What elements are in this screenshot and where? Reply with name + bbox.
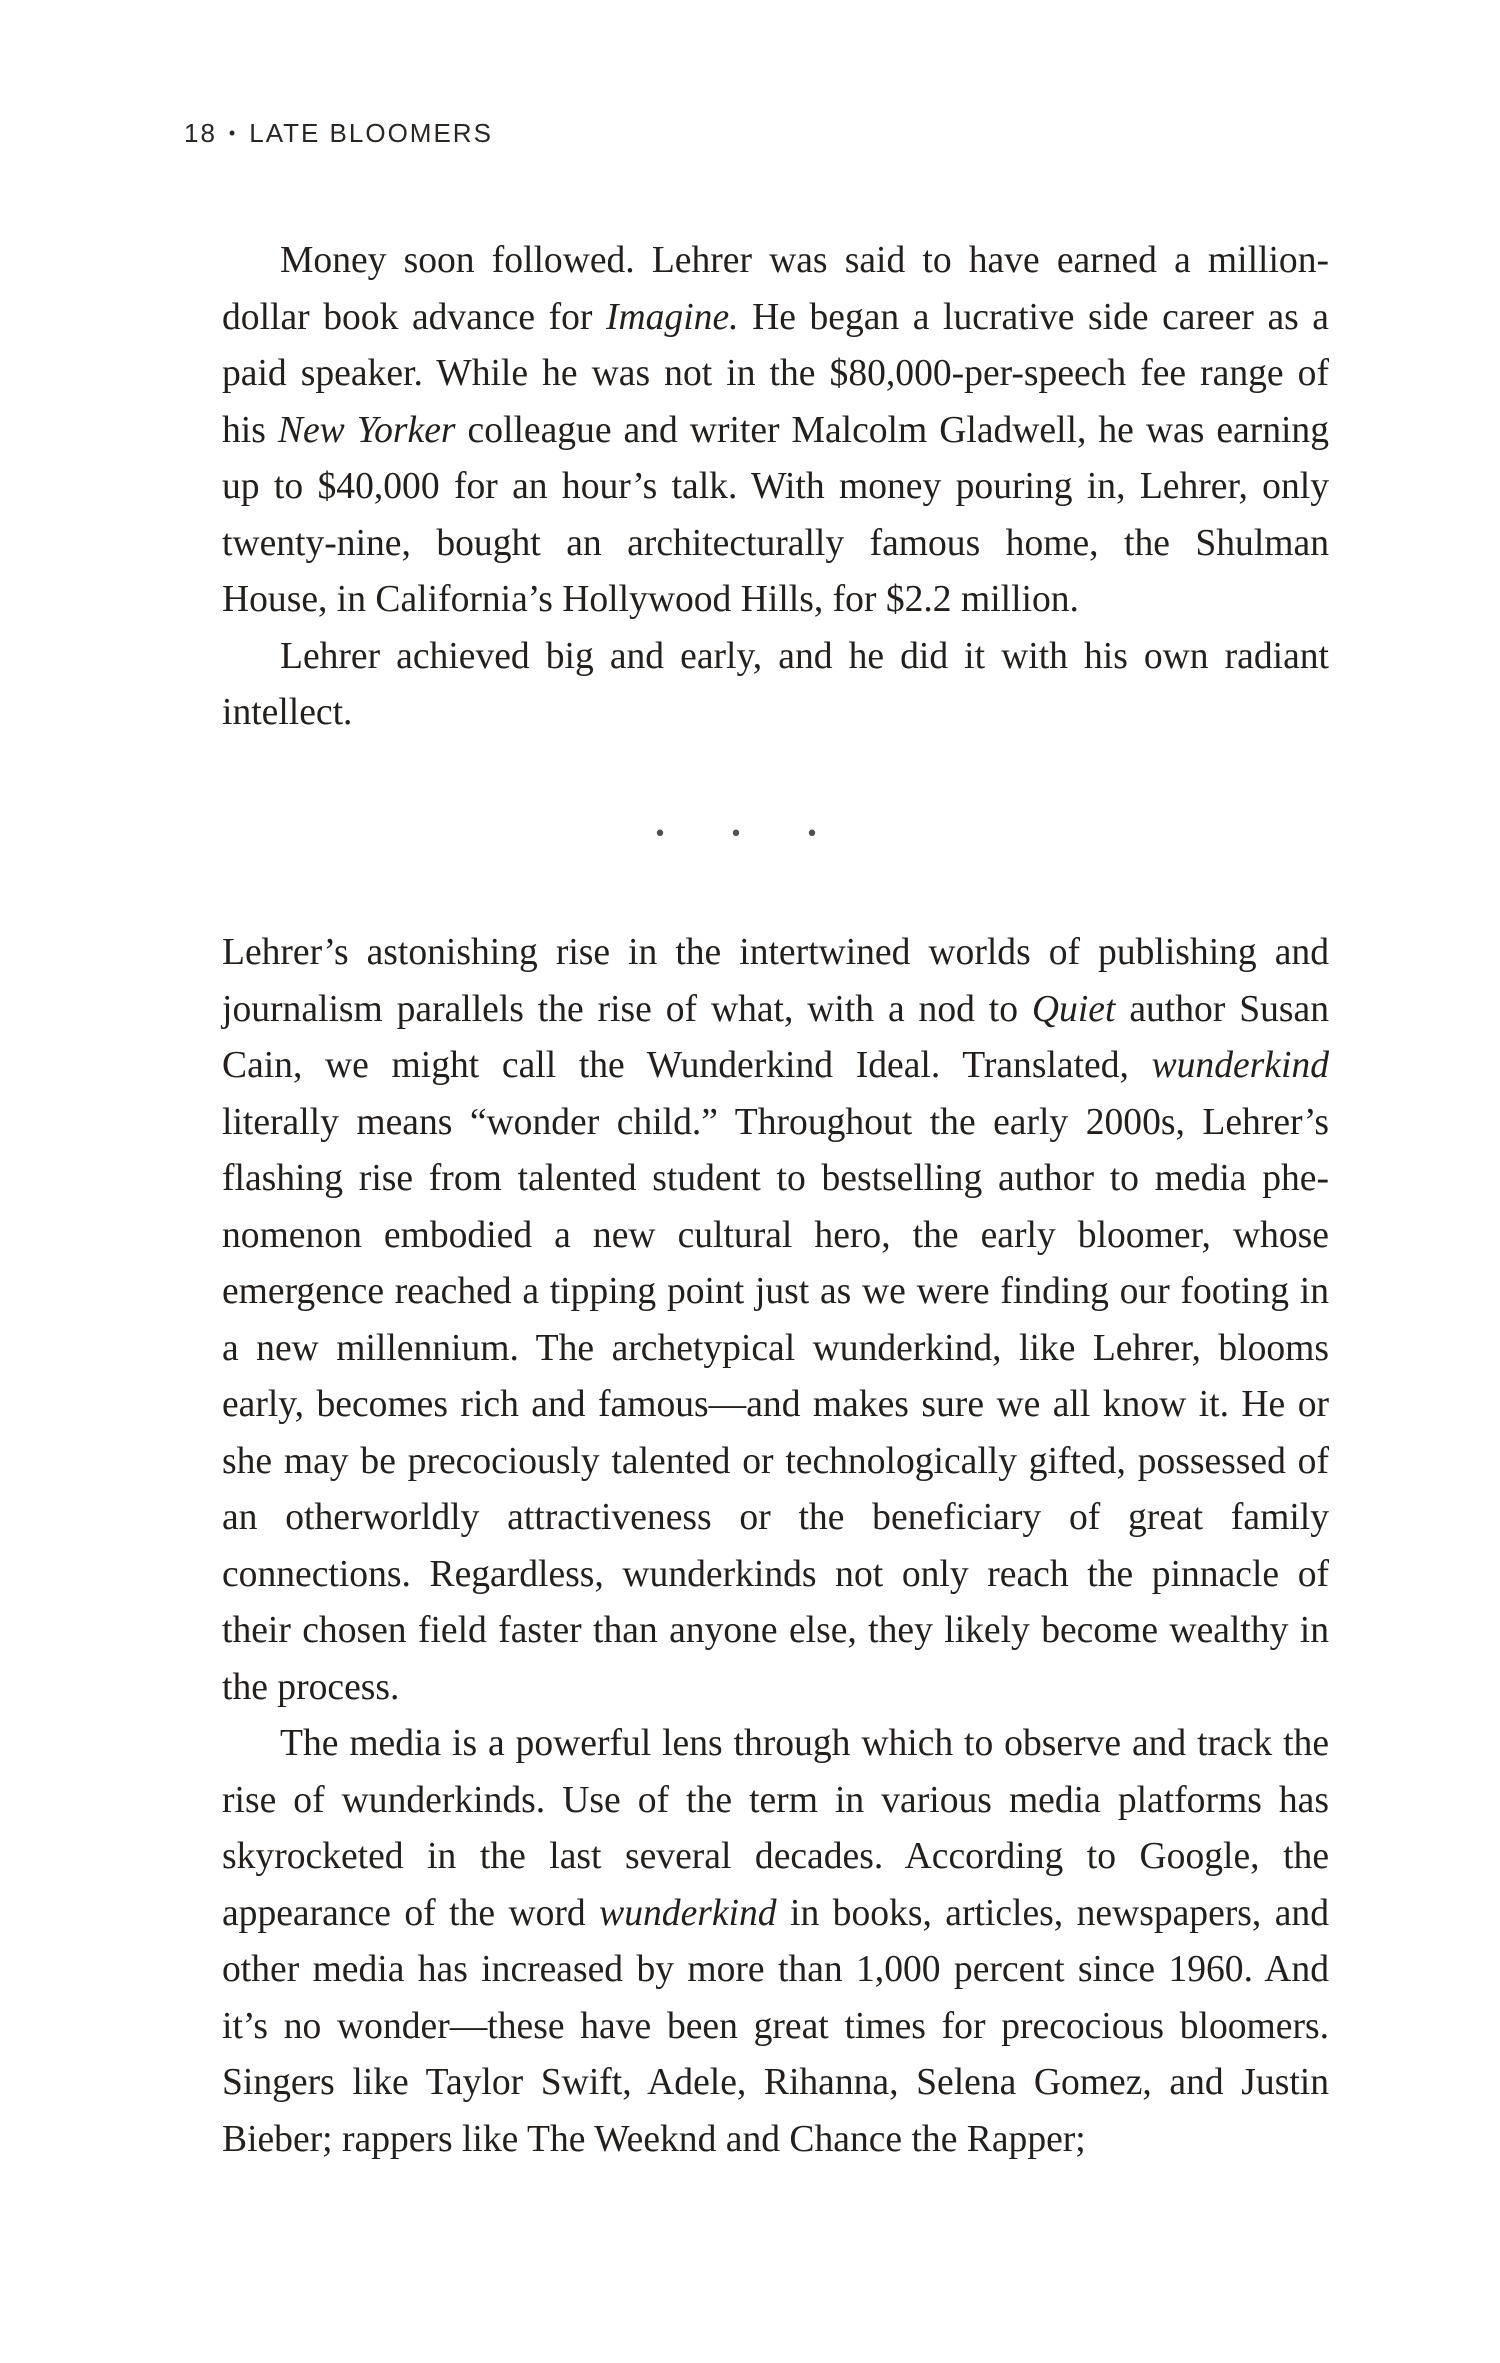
text-run: Money soon followed. Lehrer was said to have earned a million-dollar book advance for: [222, 240, 1329, 338]
italic-title: Quiet: [1031, 988, 1116, 1030]
italic-term: wunderkind: [599, 1892, 777, 1934]
italic-title: New Yorker: [277, 409, 456, 451]
section-break-ornament: • • •: [653, 822, 847, 847]
italic-title: Imagine.: [605, 296, 739, 338]
book-title: LATE BLOOMERS: [249, 118, 493, 148]
text-run: The media is a powerful lens through which to observe and track the rise of wunderkinds. Use of the term in various media platforms has skyrocketed in the last several decades. According to Google, the appearance of the word: [222, 1723, 1329, 1934]
text-run: colleague and writer Malcolm Gladwell, he was earning up to $40,000 for an hour’s talk. With money pouring in, Lehrer, only twenty-nine, bought an architecturally famous home, the Shulman House, in California’s Hollywood Hills, for $2.2 million.: [222, 409, 1330, 620]
text-run: literally means “wonder child.” Throughout the early 2000s, Lehrer’s flashing rise from talented student to bestselling author to media phenomenon embodied a new cultural hero, the early bloomer, whose emergence reached a tipping point just as we were finding our footing in a new millennium. The archetypical wunderkind, like Lehrer, blooms early, becomes rich and famous—and makes sure we all know it. He or she may be precociously talented or technologically gifted, possessed of an otherworldly attractiveness or the beneficiary of great family connections. Regardless, wunderkinds not only reach the pinnacle of their chosen field faster than anyone else, they likely become wealthy in the process.: [222, 1101, 1329, 1708]
paragraph: [222, 233, 1329, 629]
paragraph: [222, 1716, 1329, 2168]
running-head: [184, 118, 493, 149]
header-separator: •: [228, 123, 238, 143]
text-run: He began a lucrative side career as a paid speaker. While he was not in the $80,000-per-speech fee range of his: [222, 296, 1329, 451]
text-run: author Susan Cain, we might call the Wunderkind Ideal. Translated,: [222, 988, 1329, 1086]
text-run: Lehrer’s astonishing rise in the intertwined worlds of publishing and journalism parallels the rise of what, with a nod to: [222, 932, 1329, 1030]
section-two: [222, 925, 1329, 2168]
text-run: in books, articles, newspapers, and other media has increased by more than 1,000 percent since 1960. And it’s no wonder—these have been great times for precocious bloomers. Singers like Taylor Swift, Adele, Rihanna, Selena Gomez, and Justin Bieber; rappers like The Weeknd and Chance the Rapper;: [222, 1892, 1329, 2160]
section-one: [222, 233, 1329, 742]
paragraph: Lehrer achieved big and early, and he did it with his own radiant intellect.: [222, 635, 1329, 733]
italic-term: wunderkind: [1151, 1045, 1329, 1086]
paragraph: [222, 925, 1329, 1716]
page-number: 18: [184, 118, 217, 148]
